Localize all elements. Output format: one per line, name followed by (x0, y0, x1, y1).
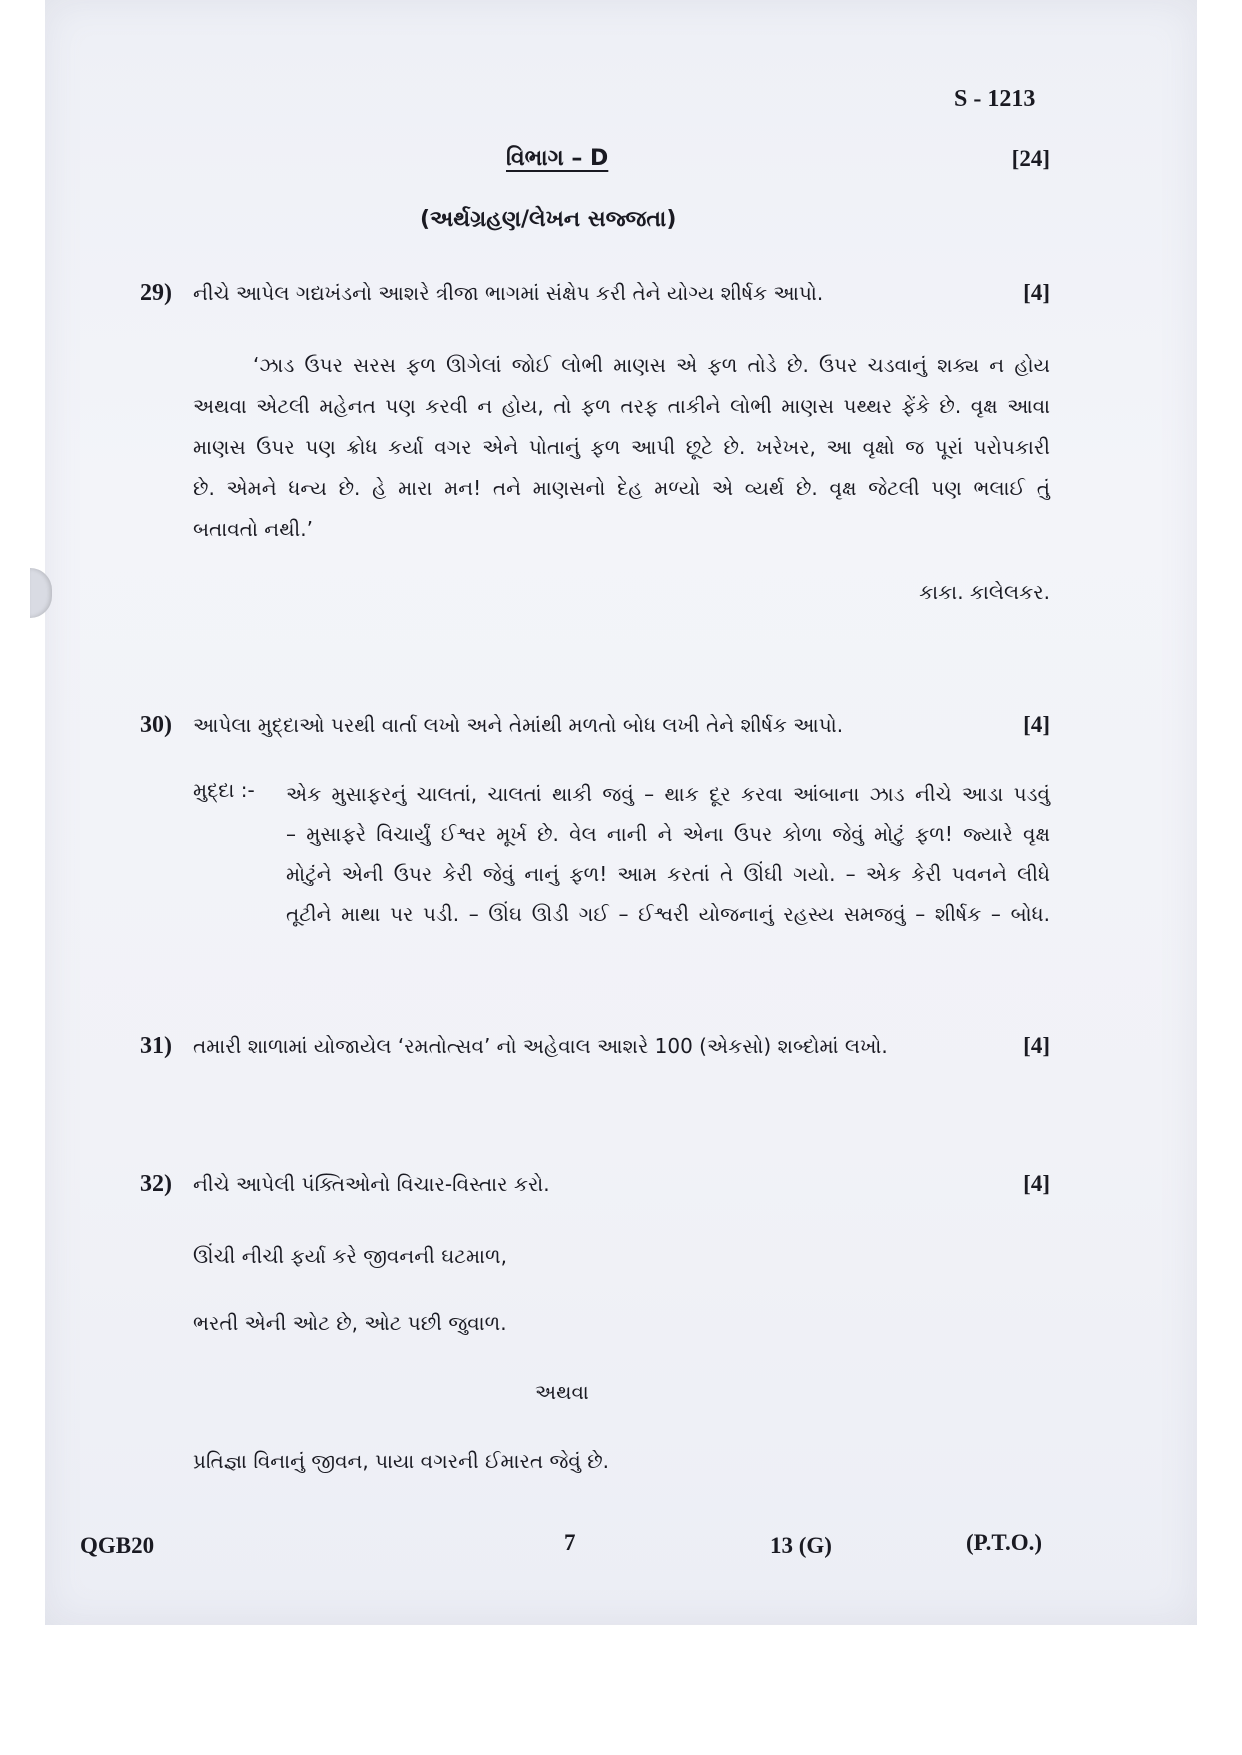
passage-line: છે. એમને ધન્ય છે. હે મારા મન! તને માણસનો દેહ મળ્યો એ વ્યર્થ છે. વૃક્ષ જેટલી પણ ભલાઈ તું (193, 476, 1050, 500)
question-number: 29) (140, 280, 172, 306)
points-line: – મુસાફરે વિચાર્યું ઈશ્વર મૂર્ખ છે. વેલ નાની ને એના ઉપર કોળા જેવું મોટું ફળ! જ્યારે વૃક્ષ (286, 822, 1050, 846)
verse-line: પ્રતિજ્ઞા વિનાનું જીવન, પાયા વગરની ઈમારત જેવું છે. (193, 1449, 610, 1473)
points-line: તૂટીને માથા પર પડી. – ઊંઘ ઊડી ગઈ – ઈશ્વરી યોજનાનું રહસ્ય સમજવું – શીર્ષક – બોધ. (286, 902, 1050, 926)
question-text: નીચે આપેલી પંક્તિઓનો વિચાર-વિસ્તાર કરો. (193, 1172, 550, 1196)
question-marks: [4] (1023, 280, 1050, 305)
question-text: તમારી શાળામાં યોજાયેલ ‘રમતોત્સવ’ નો અહેવાલ આશરે 100 (એકસો) શબ્દોમાં લખો. (193, 1034, 888, 1058)
points-list (286, 774, 1050, 934)
passage-line: ‘ઝાડ ઉપર સરસ ફળ ઊગેલાં જોઈ લોભી માણસ એ ફળ તોડે છે. ઉપર ચડવાનું શક્ય ન હોય (253, 353, 1050, 377)
question-number: 32) (140, 1171, 172, 1197)
section-subtitle: (અર્થગ્રહણ/લેખન સજ્જતા) (420, 207, 677, 232)
footer-center: 13 (G) (770, 1533, 832, 1558)
author: કાકા. કાલેલકર. (919, 580, 1050, 604)
paper-code: S - 1213 (954, 86, 1036, 112)
passage-line: બતાવતો નથી.’ (193, 517, 313, 541)
question-number: 30) (140, 712, 172, 738)
question-text: નીચે આપેલ ગદ્યખંડનો આશરે ત્રીજા ભાગમાં સંક્ષેપ કરી તેને યોગ્ય શીર્ષક આપો. (193, 281, 824, 305)
verse-line: ઊંચી નીચી ફર્યા કરે જીવનની ઘટમાળ, (193, 1244, 507, 1268)
points-line: મોટુંને એની ઉપર કેરી જેવું નાનું ફળ! આમ કરતાં તે ઊંઘી ગયો. – એક કેરી પવનને લીધે (286, 862, 1050, 886)
footer-code: QGB20 (80, 1533, 155, 1558)
passage-line: અથવા એટલી મહેનત પણ કરવી ન હોય, તો ફળ તરફ તાકીને લોભી માણસ પથ્થર ફેંકે છે. વૃક્ષ આવા (193, 394, 1050, 418)
verse-line: ભરતી એની ઓટ છે, ઓટ પછી જુવાળ. (193, 1311, 507, 1335)
passage (193, 345, 1050, 550)
question-text: આપેલા મુદ્દાઓ પરથી વાર્તા લખો અને તેમાંથી મળતો બોધ લખી તેને શીર્ષક આપો. (193, 713, 844, 737)
points-line: એક મુસાફરનું ચાલતાં, ચાલતાં થાકી જવું – થાક દૂર કરવા આંબાના ઝાડ નીચે આડા પડવું (286, 782, 1050, 806)
question-marks: [4] (1023, 1171, 1050, 1196)
section-title: વિભાગ – D (506, 146, 609, 171)
section-marks: [24] (1011, 146, 1050, 171)
question-marks: [4] (1023, 712, 1050, 737)
points-label: મુદ્દા :- (193, 778, 255, 802)
question-number: 31) (140, 1033, 172, 1059)
pto-label: (P.T.O.) (966, 1530, 1043, 1555)
passage-line: માણસ ઉપર પણ ક્રોધ કર્યા વગર એને પોતાનું ફળ આપી છૂટે છે. ખરેખર, આ વૃક્ષો જ પૂરાં પરોપકારી (193, 435, 1050, 459)
page-number: 7 (564, 1530, 576, 1555)
question-marks: [4] (1023, 1033, 1050, 1058)
or-label: અથવા (535, 1380, 589, 1404)
